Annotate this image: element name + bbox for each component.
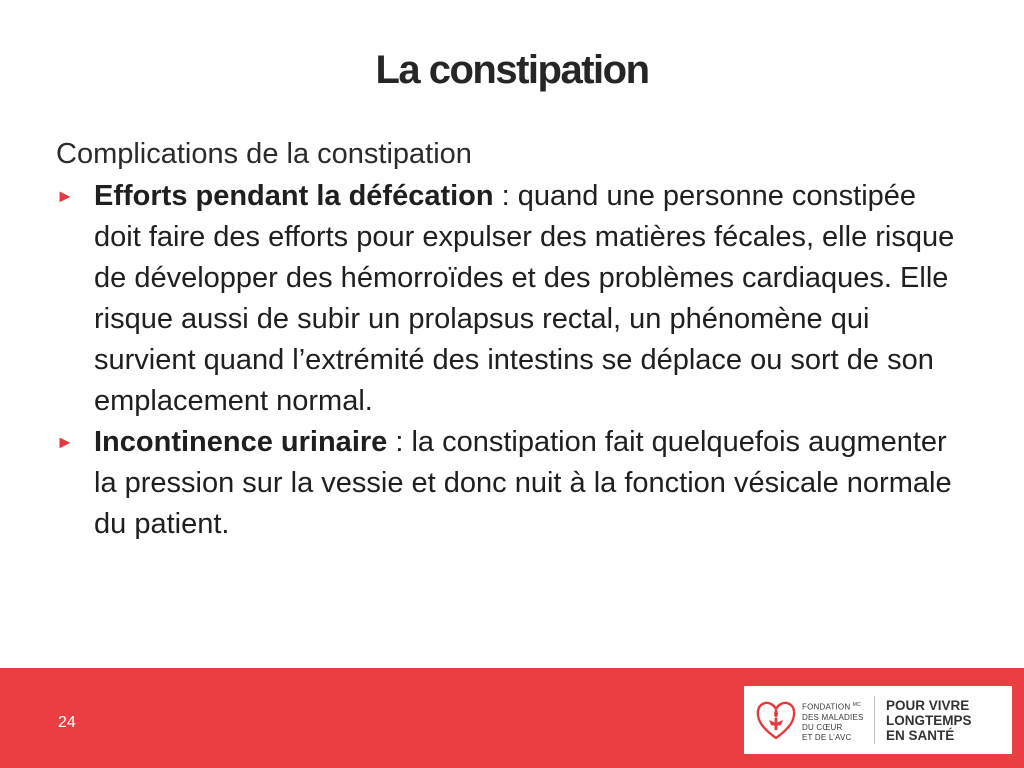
foundation-line4: ET DE L’AVC xyxy=(802,732,852,742)
slide-subheading: Complications de la constipation xyxy=(56,138,472,170)
bullet-term: Efforts pendant la défécation xyxy=(94,180,494,212)
slide-title: La constipation xyxy=(375,48,649,92)
slogan-line1: POUR VIVRE xyxy=(886,698,970,713)
slogan-line3: EN SANTÉ xyxy=(886,728,955,743)
footer-bar xyxy=(0,668,1024,768)
heart-torch-logo-icon xyxy=(756,698,796,742)
page-number: 24 xyxy=(58,714,76,731)
foundation-line2: DES MALADIES xyxy=(802,712,864,722)
slogan xyxy=(886,698,972,743)
bullet-text: : quand une personne constipée doit faire des efforts pour expulser des matières fécales, elle risque de développer des hémorroïdes et des problèmes cardiaques. Elle risque aussi de subir un prolapsus rectal, un phénomène qui survient quand l’extrémité des intestins se déplace ou sort de son emplacement normal. xyxy=(94,180,955,417)
bullet-arrow-icon: ► xyxy=(56,432,74,452)
bullet-list xyxy=(56,176,956,545)
foundation-line1: FONDATION xyxy=(802,702,851,712)
slogan-line2: LONGTEMPS xyxy=(886,713,972,728)
bullet-term: Incontinence urinaire xyxy=(94,426,388,458)
foundation-logo xyxy=(744,686,1012,754)
bullet-item-efforts xyxy=(56,176,956,422)
slide-body xyxy=(56,136,956,545)
trademark-mark: MC xyxy=(852,702,861,708)
bullet-text: : la constipation fait quelquefois augmenter la pression sur la vessie et donc nuit à la fonction vésicale normale du patient. xyxy=(94,426,952,540)
bullet-arrow-icon: ► xyxy=(56,186,74,206)
foundation-name xyxy=(802,700,864,743)
logo-divider xyxy=(874,696,875,744)
bullet-item-incontinence xyxy=(56,422,956,545)
foundation-line3: DU CŒUR xyxy=(802,722,843,732)
